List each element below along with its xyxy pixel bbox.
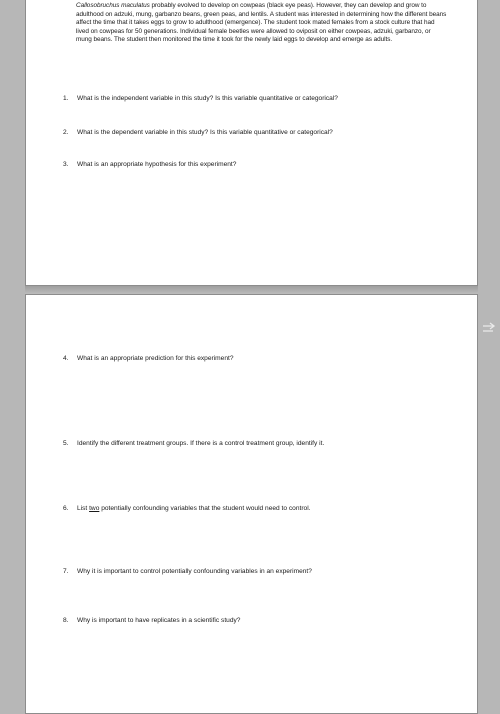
question-text: What is an appropriate prediction for this experiment? [77, 355, 234, 362]
question-5 [63, 440, 324, 448]
question-number: 4. [63, 355, 69, 362]
question-8 [63, 617, 240, 625]
question-number: 2. [63, 129, 69, 136]
question-number: 1. [63, 95, 69, 102]
question-text-post: potentially confounding variables that the student would need to control. [99, 505, 311, 512]
document-page-1 [25, 0, 478, 286]
question-text: What is the independent variable in this study? Is this variable quantitative or categorical? [77, 95, 338, 102]
question-6 [63, 505, 311, 513]
question-number: 8. [63, 617, 69, 624]
question-number: 3. [63, 161, 69, 168]
question-number: 5. [63, 440, 69, 447]
question-2 [63, 129, 333, 137]
question-3 [63, 161, 236, 169]
question-text-emphasis: two [89, 505, 100, 512]
page-edge-arrow-icon [482, 322, 496, 336]
question-text-pre: List [77, 505, 90, 512]
question-text: What is an appropriate hypothesis for this experiment? [77, 161, 237, 168]
question-text: Why is important to have replicates in a scientific study? [77, 617, 241, 624]
species-name: Callosobruchus maculatus [76, 2, 150, 9]
question-number: 6. [63, 505, 69, 512]
intro-paragraph [76, 2, 448, 45]
question-text: Why it is important to control potentially confounding variables in an experiment? [77, 568, 312, 575]
question-text: What is the dependent variable in this study? Is this variable quantitative or categorical? [77, 129, 333, 136]
question-1 [63, 95, 338, 103]
question-number: 7. [63, 568, 69, 575]
intro-text: probably evolved to develop on cowpeas (black eye peas). However, they can develop and grow to adulthood on adzuki, mung, garbanzo beans, green peas, and lentils. A student was interested in determining how the different beans affect the time that it takes eggs to grow to adulthood (emergence). The student took mated females from a stock culture that had lived on cowpeas for 50 generations. Individual female beetles were allowed to oviposit on either cowpeas, adzuki, garbanzo, or mung beans. The student then monitored the time it took for the newly laid eggs to develop and emerge as adults. [76, 2, 447, 44]
question-text: Identify the different treatment groups. If there is a control treatment group, identify it. [77, 440, 325, 447]
document-page-2 [25, 294, 478, 714]
question-7 [63, 568, 312, 576]
question-4 [63, 355, 234, 363]
